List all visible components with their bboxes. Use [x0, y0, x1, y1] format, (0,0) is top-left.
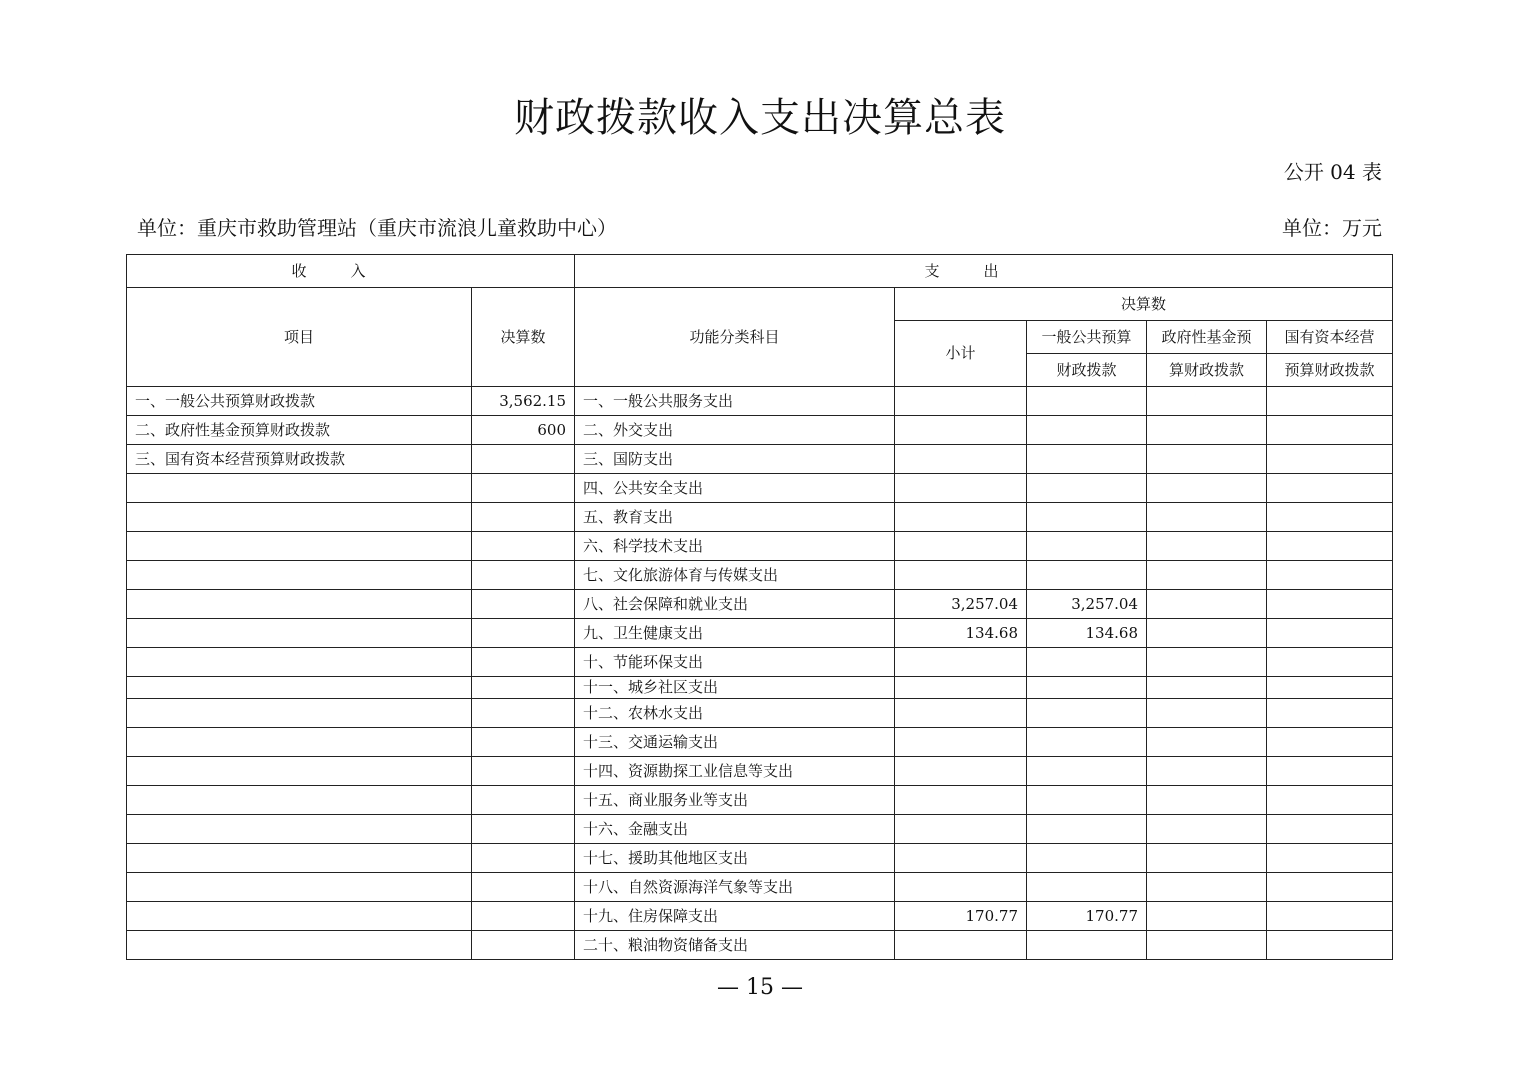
header-general-line1: 一般公共预算	[1027, 321, 1147, 354]
header-state-line2: 预算财政拨款	[1267, 354, 1393, 387]
subtotal-cell	[895, 648, 1027, 677]
gov-fund-cell	[1147, 677, 1267, 699]
subtotal-cell	[895, 931, 1027, 960]
general-budget-cell	[1027, 416, 1147, 445]
state-capital-cell	[1267, 503, 1393, 532]
subtotal-cell	[895, 873, 1027, 902]
state-capital-cell	[1267, 416, 1393, 445]
general-budget-cell	[1027, 699, 1147, 728]
header-gov-line1: 政府性基金预	[1147, 321, 1267, 354]
income-item-cell	[127, 931, 472, 960]
page-number: — 15 —	[717, 975, 803, 1000]
table-row	[127, 532, 1393, 561]
income-amount-cell: 600	[472, 416, 575, 445]
income-amount-cell	[472, 902, 575, 931]
table-row	[127, 815, 1393, 844]
income-amount-cell	[472, 873, 575, 902]
gov-fund-cell	[1147, 445, 1267, 474]
function-category-cell: 九、卫生健康支出	[575, 619, 895, 648]
gov-fund-cell	[1147, 844, 1267, 873]
table-row	[127, 931, 1393, 960]
subtotal-cell	[895, 561, 1027, 590]
income-item-cell	[127, 844, 472, 873]
income-amount-cell	[472, 474, 575, 503]
general-budget-cell	[1027, 844, 1147, 873]
income-amount-cell	[472, 699, 575, 728]
table-row	[127, 561, 1393, 590]
general-budget-cell: 134.68	[1027, 619, 1147, 648]
income-amount-cell	[472, 677, 575, 699]
subtotal-cell	[895, 503, 1027, 532]
income-item-cell	[127, 474, 472, 503]
general-budget-cell	[1027, 503, 1147, 532]
subtotal-cell	[895, 699, 1027, 728]
header-state-line1: 国有资本经营	[1267, 321, 1393, 354]
income-amount-cell	[472, 844, 575, 873]
gov-fund-cell	[1147, 873, 1267, 902]
table-row	[127, 757, 1393, 786]
income-amount-cell	[472, 532, 575, 561]
state-capital-cell	[1267, 677, 1393, 699]
state-capital-cell	[1267, 561, 1393, 590]
budget-table	[126, 254, 1393, 960]
subtotal-cell	[895, 844, 1027, 873]
header-row-1	[127, 255, 1393, 288]
gov-fund-cell	[1147, 590, 1267, 619]
general-budget-cell: 170.77	[1027, 902, 1147, 931]
income-amount-cell	[472, 590, 575, 619]
state-capital-cell	[1267, 474, 1393, 503]
gov-fund-cell	[1147, 532, 1267, 561]
state-capital-cell	[1267, 532, 1393, 561]
function-category-cell: 十六、金融支出	[575, 815, 895, 844]
income-item-cell	[127, 786, 472, 815]
income-amount-cell	[472, 931, 575, 960]
gov-fund-cell	[1147, 699, 1267, 728]
table-row	[127, 902, 1393, 931]
state-capital-cell	[1267, 873, 1393, 902]
gov-fund-cell	[1147, 416, 1267, 445]
state-capital-cell	[1267, 699, 1393, 728]
function-category-cell: 六、科学技术支出	[575, 532, 895, 561]
state-capital-cell	[1267, 902, 1393, 931]
general-budget-cell	[1027, 445, 1147, 474]
table-row	[127, 677, 1393, 699]
income-amount-cell	[472, 503, 575, 532]
function-category-cell: 十八、自然资源海洋气象等支出	[575, 873, 895, 902]
income-item-cell	[127, 757, 472, 786]
income-item-cell	[127, 648, 472, 677]
subtotal-cell	[895, 416, 1027, 445]
general-budget-cell	[1027, 387, 1147, 416]
state-capital-cell	[1267, 844, 1393, 873]
function-category-cell: 七、文化旅游体育与传媒支出	[575, 561, 895, 590]
income-item-cell	[127, 590, 472, 619]
header-final: 决算数	[895, 288, 1393, 321]
income-amount-cell	[472, 561, 575, 590]
form-number: 公开 04 表	[1283, 160, 1382, 184]
gov-fund-cell	[1147, 931, 1267, 960]
income-item-cell	[127, 902, 472, 931]
income-item-cell	[127, 619, 472, 648]
income-amount-cell	[472, 757, 575, 786]
general-budget-cell	[1027, 815, 1147, 844]
state-capital-cell	[1267, 445, 1393, 474]
state-capital-cell	[1267, 619, 1393, 648]
table-row	[127, 416, 1393, 445]
gov-fund-cell	[1147, 815, 1267, 844]
header-income: 收入	[127, 255, 575, 288]
general-budget-cell	[1027, 786, 1147, 815]
general-budget-cell	[1027, 677, 1147, 699]
table-row	[127, 387, 1393, 416]
subtotal-cell	[895, 728, 1027, 757]
header-amount: 决算数	[472, 288, 575, 387]
table-row	[127, 619, 1393, 648]
general-budget-cell: 3,257.04	[1027, 590, 1147, 619]
gov-fund-cell	[1147, 786, 1267, 815]
header-func: 功能分类科目	[575, 288, 895, 387]
header-item: 项目	[127, 288, 472, 387]
subtotal-cell	[895, 757, 1027, 786]
income-item-cell	[127, 728, 472, 757]
general-budget-cell	[1027, 532, 1147, 561]
gov-fund-cell	[1147, 387, 1267, 416]
state-capital-cell	[1267, 757, 1393, 786]
gov-fund-cell	[1147, 619, 1267, 648]
income-item-cell: 三、国有资本经营预算财政拨款	[127, 445, 472, 474]
function-category-cell: 二十、粮油物资储备支出	[575, 931, 895, 960]
general-budget-cell	[1027, 561, 1147, 590]
income-amount-cell	[472, 786, 575, 815]
state-capital-cell	[1267, 387, 1393, 416]
gov-fund-cell	[1147, 757, 1267, 786]
unit-organization: 单位：重庆市救助管理站（重庆市流浪儿童救助中心）	[137, 216, 617, 240]
page-title: 财政拨款收入支出决算总表	[514, 95, 1006, 141]
state-capital-cell	[1267, 815, 1393, 844]
gov-fund-cell	[1147, 648, 1267, 677]
state-capital-cell	[1267, 786, 1393, 815]
general-budget-cell	[1027, 728, 1147, 757]
function-category-cell: 四、公共安全支出	[575, 474, 895, 503]
income-amount-cell	[472, 815, 575, 844]
gov-fund-cell	[1147, 561, 1267, 590]
function-category-cell: 十九、住房保障支出	[575, 902, 895, 931]
general-budget-cell	[1027, 474, 1147, 503]
subtotal-cell	[895, 387, 1027, 416]
function-category-cell: 五、教育支出	[575, 503, 895, 532]
function-category-cell: 十二、农林水支出	[575, 699, 895, 728]
income-item-cell: 二、政府性基金预算财政拨款	[127, 416, 472, 445]
subtotal-cell	[895, 532, 1027, 561]
table-row	[127, 844, 1393, 873]
subtotal-cell: 170.77	[895, 902, 1027, 931]
table-row	[127, 445, 1393, 474]
function-category-cell: 十三、交通运输支出	[575, 728, 895, 757]
subtotal-cell	[895, 677, 1027, 699]
subtotal-cell	[895, 786, 1027, 815]
header-gov-line2: 算财政拨款	[1147, 354, 1267, 387]
state-capital-cell	[1267, 728, 1393, 757]
function-category-cell: 十七、援助其他地区支出	[575, 844, 895, 873]
table-row	[127, 728, 1393, 757]
income-item-cell	[127, 873, 472, 902]
header-subtotal: 小计	[895, 321, 1027, 387]
general-budget-cell	[1027, 873, 1147, 902]
table-row	[127, 786, 1393, 815]
subtotal-cell	[895, 445, 1027, 474]
function-category-cell: 十五、商业服务业等支出	[575, 786, 895, 815]
table-row	[127, 590, 1393, 619]
general-budget-cell	[1027, 757, 1147, 786]
function-category-cell: 一、一般公共服务支出	[575, 387, 895, 416]
general-budget-cell	[1027, 931, 1147, 960]
function-category-cell: 十、节能环保支出	[575, 648, 895, 677]
function-category-cell: 二、外交支出	[575, 416, 895, 445]
general-budget-cell	[1027, 648, 1147, 677]
income-amount-cell	[472, 648, 575, 677]
gov-fund-cell	[1147, 902, 1267, 931]
table-row	[127, 503, 1393, 532]
gov-fund-cell	[1147, 503, 1267, 532]
subtotal-cell: 134.68	[895, 619, 1027, 648]
gov-fund-cell	[1147, 474, 1267, 503]
income-amount-cell	[472, 619, 575, 648]
gov-fund-cell	[1147, 728, 1267, 757]
income-item-cell: 一、一般公共预算财政拨款	[127, 387, 472, 416]
subtotal-cell	[895, 474, 1027, 503]
subtotal-cell	[895, 815, 1027, 844]
income-item-cell	[127, 699, 472, 728]
income-amount-cell	[472, 728, 575, 757]
income-item-cell	[127, 503, 472, 532]
income-item-cell	[127, 677, 472, 699]
income-item-cell	[127, 561, 472, 590]
function-category-cell: 八、社会保障和就业支出	[575, 590, 895, 619]
table-row	[127, 648, 1393, 677]
income-amount-cell: 3,562.15	[472, 387, 575, 416]
table-row	[127, 474, 1393, 503]
state-capital-cell	[1267, 590, 1393, 619]
income-amount-cell	[472, 445, 575, 474]
state-capital-cell	[1267, 931, 1393, 960]
function-category-cell: 三、国防支出	[575, 445, 895, 474]
function-category-cell: 十一、城乡社区支出	[575, 677, 895, 699]
table-row	[127, 873, 1393, 902]
header-general-line2: 财政拨款	[1027, 354, 1147, 387]
header-expense: 支出	[575, 255, 1393, 288]
function-category-cell: 十四、资源勘探工业信息等支出	[575, 757, 895, 786]
income-item-cell	[127, 815, 472, 844]
income-item-cell	[127, 532, 472, 561]
header-row-2	[127, 288, 1393, 321]
table-row	[127, 699, 1393, 728]
unit-currency: 单位：万元	[1282, 216, 1382, 240]
subtotal-cell: 3,257.04	[895, 590, 1027, 619]
state-capital-cell	[1267, 648, 1393, 677]
